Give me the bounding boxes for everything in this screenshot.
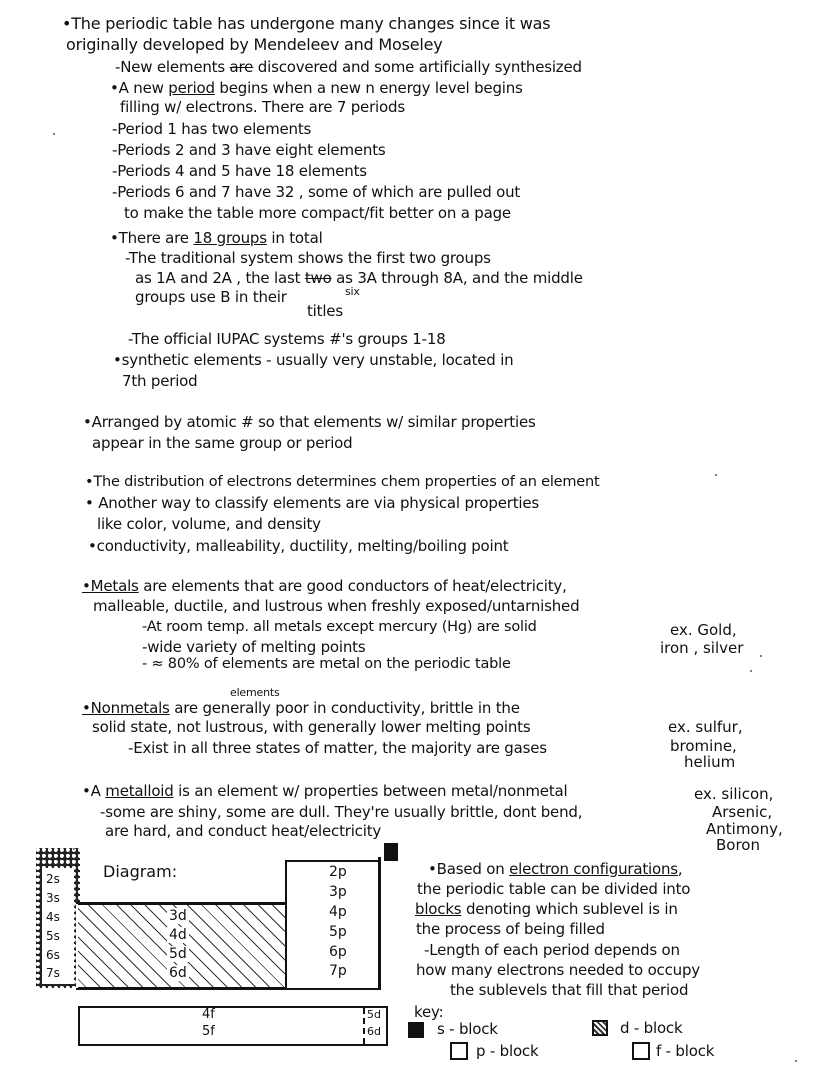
scan-speck <box>73 848 75 850</box>
nonmetals-example-1: ex. sulfur, <box>668 718 743 736</box>
metalloid-example-2: Arsenic, <box>712 803 773 821</box>
d-label-5d: 5d <box>169 946 187 962</box>
metalloid-line-2: -some are shiny, some are dull. They're usually brittle, dont bend, <box>100 803 583 821</box>
traditional-line-4: titles <box>307 302 343 320</box>
traditional-b: as 3A through 8A, and the middle <box>331 269 583 287</box>
metals-line-1-rest: are elements that are good conductors of heat/electricity, <box>138 577 567 595</box>
period-item-3: -Periods 4 and 5 have 18 elements <box>112 162 367 180</box>
period-line-1 <box>110 79 523 97</box>
blocks-line-3 <box>415 900 678 918</box>
groups-line <box>110 229 323 247</box>
new-elements-suffix: discovered and some artificially synthesized <box>253 58 582 76</box>
s-label-5s: 5s <box>46 929 60 943</box>
iupac-line: -The official IUPAC systems #'s groups 1-18 <box>128 330 446 348</box>
f-block-divider <box>363 1008 365 1044</box>
new-elements-line <box>115 58 582 76</box>
period-item-1: -Period 1 has two elements <box>112 120 312 138</box>
s-label-4s: 4s <box>46 910 60 924</box>
period-suffix: begins when a new n energy level begins <box>214 79 523 97</box>
p-label-6p: 6p <box>329 944 347 960</box>
blocks-line-7: the sublevels that fill that period <box>450 981 689 999</box>
scan-speck <box>750 670 752 672</box>
nonmetals-insert: elements <box>230 686 280 699</box>
p-label-3p: 3p <box>329 884 347 900</box>
blocks-prefix: •Based on <box>428 860 510 878</box>
period-item-4: -Periods 6 and 7 have 32 , some of which are pulled out <box>112 183 521 201</box>
metalloid-example-3: Antimony, <box>706 820 783 838</box>
property-line-1: •The distribution of electrons determines chem properties of an element <box>85 474 600 490</box>
metalloid-line-3: are hard, and conduct heat/electricity <box>105 822 382 840</box>
electron-config-term: electron configurations <box>509 860 678 878</box>
struck-two: two <box>304 269 332 287</box>
s-block-key-square <box>408 1022 424 1038</box>
metals-line-1 <box>82 577 567 595</box>
nonmetals-line-1 <box>82 699 520 717</box>
new-elements-prefix: -New elements <box>115 58 230 76</box>
period-line-2: filling w/ electrons. There are 7 periods <box>120 98 405 116</box>
diagram-title: Diagram: <box>103 862 178 881</box>
intro-line-1: •The periodic table has undergone many changes since it was <box>62 14 551 33</box>
period-prefix: •A new <box>110 79 169 97</box>
arranged-line-1: •Arranged by atomic # so that elements w/ similar properties <box>83 413 536 431</box>
blocks-line-5: -Length of each period depends on <box>424 941 680 959</box>
f-block <box>78 1006 388 1046</box>
metals-examples-1: ex. Gold, <box>670 621 737 639</box>
p-label-2p: 2p <box>329 864 347 880</box>
d-label-3d: 3d <box>169 908 187 924</box>
scan-speck <box>760 655 762 657</box>
metals-line-2: malleable, ductile, and lustrous when freshly exposed/untarnished <box>93 597 580 615</box>
traditional-line-3: groups use B in their <box>135 288 287 306</box>
he-square <box>384 843 398 861</box>
p-block-right-edge <box>378 857 381 990</box>
metals-item-2: -wide variety of melting points <box>142 638 366 656</box>
d-block-key-square <box>592 1020 608 1036</box>
period-term: period <box>168 79 215 97</box>
blocks-term: blocks <box>415 900 462 918</box>
traditional-line-1: -The traditional system shows the first two groups <box>125 249 491 267</box>
metalloid-prefix: •A <box>82 782 106 800</box>
nonmetals-example-2: bromine, <box>670 737 737 755</box>
metals-item-3: - ≈ 80% of elements are metal on the periodic table <box>142 656 511 672</box>
metalloid-term: metalloid <box>105 782 174 800</box>
metalloid-line-1 <box>82 782 567 800</box>
groups-term: 18 groups <box>193 229 267 247</box>
d-label-4d: 4d <box>169 927 187 943</box>
property-line-3: like color, volume, and density <box>97 515 321 533</box>
metalloid-line-1-rest: is an element w/ properties between metal/nonmetal <box>173 782 568 800</box>
metalloid-example-1: ex. silicon, <box>694 785 774 803</box>
scan-speck <box>53 133 55 135</box>
key-p-block: p - block <box>476 1042 539 1060</box>
struck-word: are <box>229 58 254 76</box>
synthetic-line-2: 7th period <box>122 372 198 390</box>
scan-speck <box>715 474 717 476</box>
nonmetals-item: -Exist in all three states of matter, the majority are gases <box>128 739 547 757</box>
intro-line-2: originally developed by Mendeleev and Moseley <box>66 35 443 54</box>
nonmetals-term: •Nonmetals <box>82 699 170 717</box>
metals-examples-2: iron , silver <box>660 639 744 657</box>
blocks-line-3-rest: denoting which sublevel is in <box>461 900 678 918</box>
key-s-block: s - block <box>437 1020 498 1038</box>
nonmetals-line-2: solid state, not lustrous, with generally lower melting points <box>92 718 531 736</box>
s-label-7s: 7s <box>46 966 60 980</box>
groups-prefix: •There are <box>110 229 194 247</box>
nonmetals-example-3: helium <box>684 753 736 771</box>
f-side-label-5d: 5d <box>367 1008 381 1021</box>
blocks-line-2: the periodic table can be divided into <box>417 880 691 898</box>
arranged-line-2: appear in the same group or period <box>92 434 353 452</box>
scan-speck <box>795 1060 797 1062</box>
p-label-5p: 5p <box>329 924 347 940</box>
key-f-block: f - block <box>656 1042 715 1060</box>
key-title: key: <box>414 1003 444 1021</box>
p-label-7p: 7p <box>329 963 347 979</box>
blocks-line-1 <box>428 860 682 878</box>
f-block-key-square <box>632 1042 650 1060</box>
s-label-3s: 3s <box>46 891 60 905</box>
insert-six: six <box>345 285 360 298</box>
s-label-2s: 2s <box>46 872 60 886</box>
property-line-2: • Another way to classify elements are via physical properties <box>85 494 539 512</box>
metals-item-1: -At room temp. all metals except mercury (Hg) are solid <box>142 619 537 635</box>
metals-term: •Metals <box>82 577 139 595</box>
metalloid-example-4: Boron <box>716 836 760 854</box>
s-label-6s: 6s <box>46 948 60 962</box>
traditional-a: as 1A and 2A , the last <box>135 269 305 287</box>
synthetic-line-1: •synthetic elements - usually very unstable, located in <box>113 351 514 369</box>
groups-suffix: in total <box>266 229 323 247</box>
blocks-line-4: the process of being filled <box>416 920 605 938</box>
blocks-line-6: how many electrons needed to occupy <box>416 961 700 979</box>
nonmetals-line-1-rest: are generally poor in conductivity, brittle in the <box>169 699 520 717</box>
f-label-5f: 5f <box>202 1024 215 1039</box>
p-block-key-square <box>450 1042 468 1060</box>
period-item-4-cont: to make the table more compact/fit better on a page <box>124 204 511 222</box>
key-d-block: d - block <box>620 1019 683 1037</box>
period-item-2: -Periods 2 and 3 have eight elements <box>112 141 386 159</box>
f-label-4f: 4f <box>202 1007 215 1022</box>
d-label-6d: 6d <box>169 965 187 981</box>
f-side-label-6d: 6d <box>367 1025 381 1038</box>
property-line-4: •conductivity, malleability, ductility, melting/boiling point <box>88 537 509 555</box>
blocks-suffix: , <box>677 860 683 878</box>
p-label-4p: 4p <box>329 904 347 920</box>
